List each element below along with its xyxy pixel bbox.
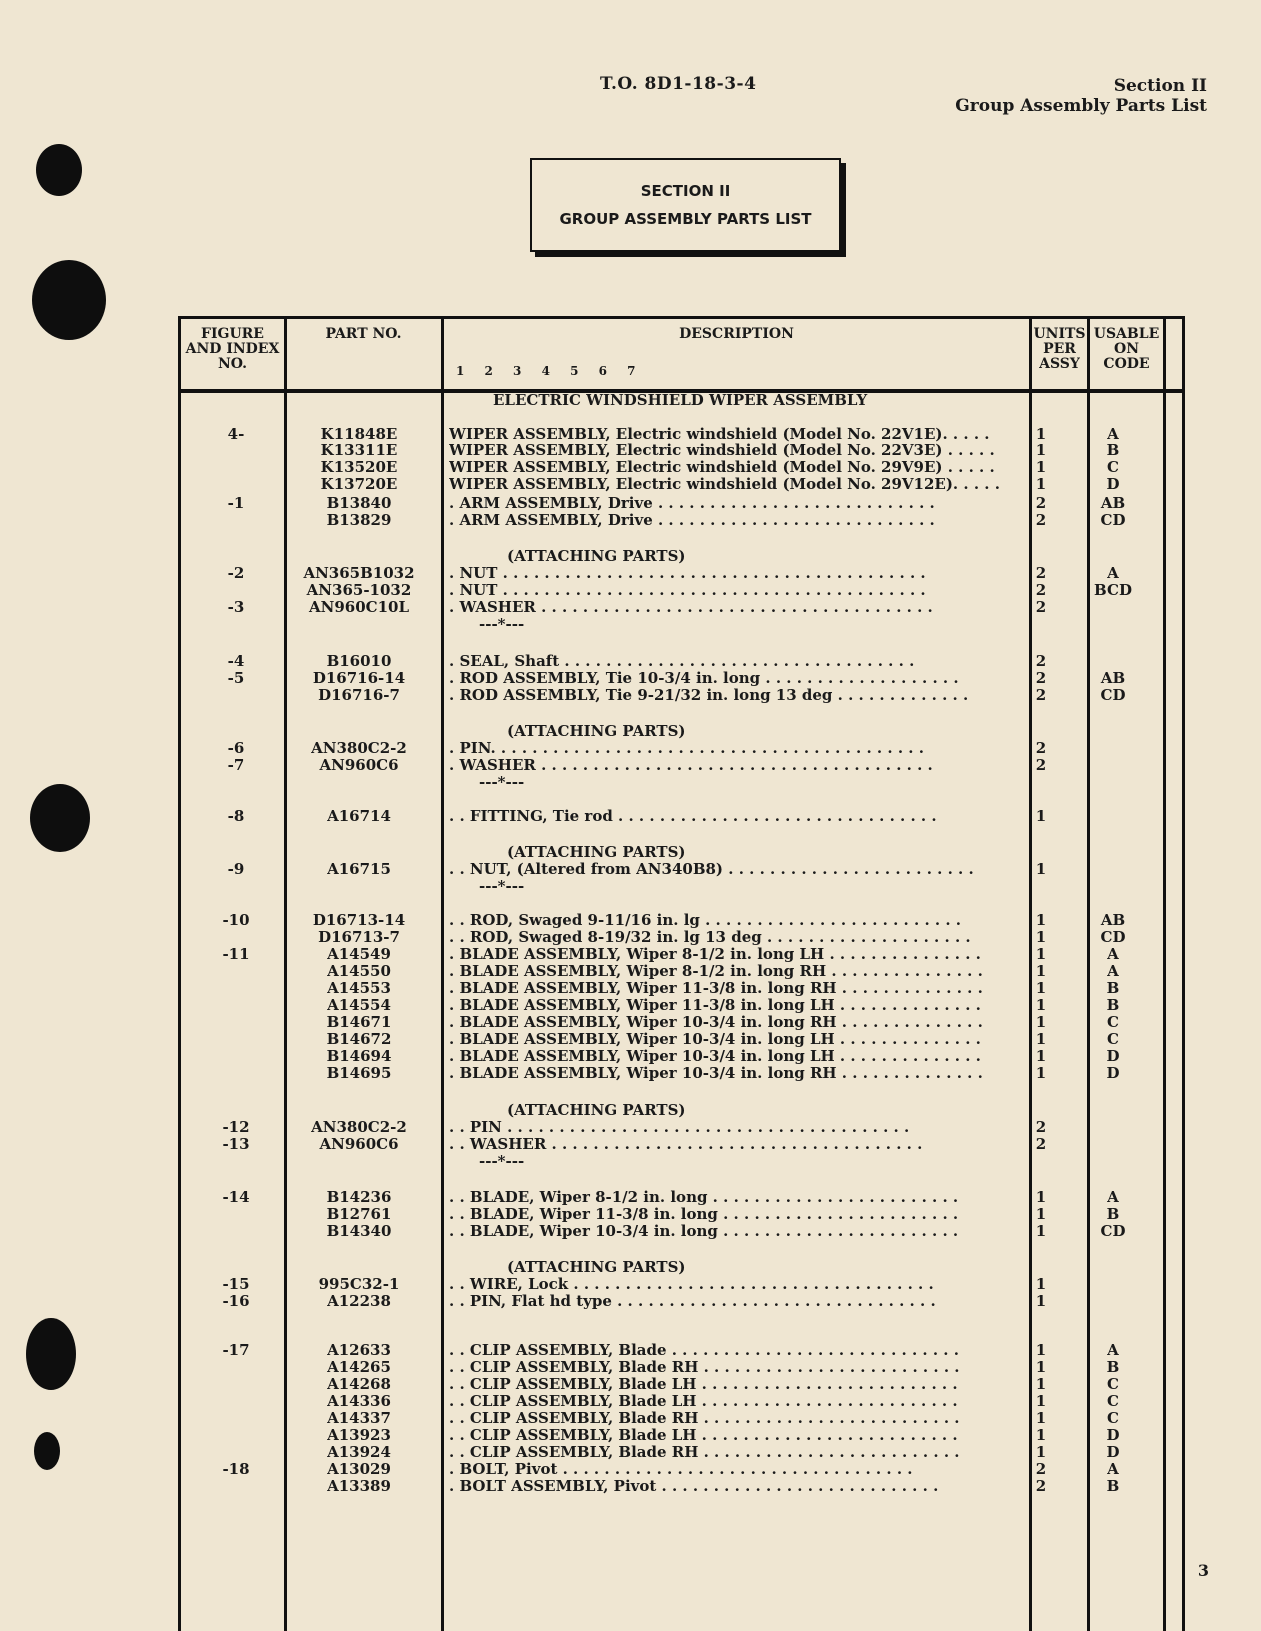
description-cell: . BLADE ASSEMBLY, Wiper 11-3/8 in. long LH . . . . . . . . . . . . . . — [449, 996, 981, 1014]
description-cell: . BOLT, Pivot . . . . . . . . . . . . . . . . . . . . . . . . . . . . . . . . . . — [449, 1460, 913, 1478]
table-row — [181, 1205, 1182, 1223]
description-cell: ---*--- — [479, 1152, 525, 1170]
description-cell: . . PIN, Flat hd type . . . . . . . . . . . . . . . . . . . . . . . . . . . . . . . — [449, 1292, 936, 1310]
page-number: 3 — [1197, 1561, 1209, 1580]
description-cell: ---*--- — [479, 615, 525, 633]
page-header-right — [955, 76, 1207, 116]
units-per-assy-cell: 2 — [1035, 598, 1047, 616]
parts-list-table — [178, 316, 1185, 1631]
table-row — [181, 615, 1182, 633]
description-cell: . ARM ASSEMBLY, Drive . . . . . . . . . . . . . . . . . . . . . . . . . . . — [449, 511, 935, 529]
description-cell: (ATTACHING PARTS) — [507, 1101, 686, 1119]
usable-on-code-cell: B — [1106, 1205, 1120, 1223]
units-per-assy-cell: 2 — [1035, 686, 1047, 704]
table-row — [181, 511, 1182, 529]
table-row — [181, 722, 1182, 740]
table-row — [181, 475, 1182, 493]
part-number-cell: B14340 — [326, 1222, 392, 1240]
header-part-no: PART NO. — [325, 326, 402, 342]
usable-on-code-cell: A — [1107, 1188, 1119, 1206]
part-number-cell: K13520E — [320, 458, 398, 476]
section-box-line1: SECTION II — [640, 182, 731, 200]
part-number-cell: B14671 — [326, 1013, 392, 1031]
table-row — [181, 1392, 1182, 1410]
usable-on-code-cell: AB — [1100, 911, 1126, 929]
part-number-cell: A12633 — [327, 1341, 391, 1359]
table-row — [181, 1101, 1182, 1119]
figure-index-cell: -10 — [222, 911, 250, 929]
usable-on-code-cell: B — [1106, 441, 1120, 459]
description-cell: . BLADE ASSEMBLY, Wiper 10-3/4 in. long RH . . . . . . . . . . . . . . — [449, 1064, 983, 1082]
usable-on-code-cell: C — [1107, 1409, 1119, 1427]
table-row — [181, 1064, 1182, 1082]
description-cell: ELECTRIC WINDSHIELD WIPER ASSEMBLY — [493, 391, 868, 409]
section-subtitle: Group Assembly Parts List — [955, 96, 1207, 116]
description-cell: (ATTACHING PARTS) — [507, 722, 686, 740]
part-number-cell: B14672 — [326, 1030, 392, 1048]
usable-on-code-cell: CD — [1100, 511, 1126, 529]
table-row — [181, 911, 1182, 929]
description-cell: . . PIN . . . . . . . . . . . . . . . . . . . . . . . . . . . . . . . . . . . . . . . — [449, 1118, 910, 1136]
units-per-assy-cell: 2 — [1035, 581, 1047, 599]
description-cell: . BLADE ASSEMBLY, Wiper 10-3/4 in. long RH . . . . . . . . . . . . . . — [449, 1013, 983, 1031]
description-cell: . BLADE ASSEMBLY, Wiper 11-3/8 in. long RH . . . . . . . . . . . . . . — [449, 979, 983, 997]
table-row — [181, 773, 1182, 791]
header-description: DESCRIPTION — [679, 326, 794, 342]
description-cell: ---*--- — [479, 773, 525, 791]
description-cell: ---*--- — [479, 877, 525, 895]
figure-index-cell: -16 — [222, 1292, 250, 1310]
binder-hole — [34, 1432, 60, 1470]
table-row — [181, 598, 1182, 616]
usable-on-code-cell: CD — [1100, 686, 1126, 704]
table-row — [181, 458, 1182, 476]
figure-index-cell: -4 — [227, 652, 245, 670]
part-number-cell: AN960C6 — [319, 756, 399, 774]
units-per-assy-cell: 1 — [1035, 1358, 1047, 1376]
description-cell: . . CLIP ASSEMBLY, Blade LH . . . . . . . . . . . . . . . . . . . . . . . . . — [449, 1392, 958, 1410]
usable-on-code-cell: BCD — [1094, 581, 1132, 599]
table-row — [181, 1443, 1182, 1461]
figure-index-cell: -18 — [222, 1460, 250, 1478]
table-row — [181, 1135, 1182, 1153]
description-cell: . . BLADE, Wiper 8-1/2 in. long . . . . . . . . . . . . . . . . . . . . . . . . — [449, 1188, 959, 1206]
description-cell: . ROD ASSEMBLY, Tie 10-3/4 in. long . . . . . . . . . . . . . . . . . . . — [449, 669, 959, 687]
table-row — [181, 391, 1182, 409]
table-row — [181, 1222, 1182, 1240]
part-number-cell: B14695 — [326, 1064, 392, 1082]
part-number-cell: K13720E — [320, 475, 398, 493]
usable-on-code-cell: B — [1106, 1477, 1120, 1495]
units-per-assy-cell: 2 — [1035, 756, 1047, 774]
description-cell: . . FITTING, Tie rod . . . . . . . . . . . . . . . . . . . . . . . . . . . . . . . — [449, 807, 937, 825]
part-number-cell: D16716-14 — [312, 669, 406, 687]
table-row — [181, 928, 1182, 946]
table-row — [181, 581, 1182, 599]
table-row — [181, 1375, 1182, 1393]
description-cell: (ATTACHING PARTS) — [507, 1258, 686, 1276]
figure-index-cell: -5 — [227, 669, 245, 687]
figure-index-cell: -14 — [222, 1188, 250, 1206]
table-row — [181, 1258, 1182, 1276]
description-cell: . BLADE ASSEMBLY, Wiper 10-3/4 in. long LH . . . . . . . . . . . . . . — [449, 1030, 981, 1048]
units-per-assy-cell: 1 — [1035, 1030, 1047, 1048]
part-number-cell: A14265 — [327, 1358, 391, 1376]
table-row — [181, 756, 1182, 774]
part-number-cell: D16716-7 — [318, 686, 400, 704]
table-row — [181, 494, 1182, 512]
units-per-assy-cell: 1 — [1035, 1375, 1047, 1393]
description-cell: . WASHER . . . . . . . . . . . . . . . . . . . . . . . . . . . . . . . . . . . . . . — [449, 756, 933, 774]
table-row — [181, 1358, 1182, 1376]
figure-index-cell: -17 — [222, 1341, 250, 1359]
usable-on-code-cell: A — [1107, 962, 1119, 980]
table-row — [181, 1275, 1182, 1293]
description-cell: WIPER ASSEMBLY, Electric windshield (Model No. 22V1E). . . . . — [449, 425, 990, 443]
description-cell: . WASHER . . . . . . . . . . . . . . . . . . . . . . . . . . . . . . . . . . . . . . — [449, 598, 933, 616]
units-per-assy-cell: 1 — [1035, 1341, 1047, 1359]
usable-on-code-cell: B — [1106, 979, 1120, 997]
description-cell: . . CLIP ASSEMBLY, Blade RH . . . . . . . . . . . . . . . . . . . . . . . . . — [449, 1443, 960, 1461]
units-per-assy-cell: 1 — [1035, 945, 1047, 963]
table-row — [181, 962, 1182, 980]
usable-on-code-cell: D — [1106, 1064, 1120, 1082]
description-cell: . BLADE ASSEMBLY, Wiper 8-1/2 in. long LH . . . . . . . . . . . . . . . — [449, 945, 981, 963]
table-row — [181, 843, 1182, 861]
usable-on-code-cell: D — [1106, 1443, 1120, 1461]
table-row — [181, 1030, 1182, 1048]
part-number-cell: A16715 — [327, 860, 391, 878]
part-number-cell: AN960C6 — [319, 1135, 399, 1153]
units-per-assy-cell: 2 — [1035, 494, 1047, 512]
description-cell: . . CLIP ASSEMBLY, Blade RH . . . . . . . . . . . . . . . . . . . . . . . . . — [449, 1409, 960, 1427]
table-row — [181, 1152, 1182, 1170]
table-row — [181, 652, 1182, 670]
units-per-assy-cell: 2 — [1035, 1118, 1047, 1136]
figure-index-cell: -12 — [222, 1118, 250, 1136]
table-row — [181, 1341, 1182, 1359]
table-row — [181, 979, 1182, 997]
usable-on-code-cell: C — [1107, 1030, 1119, 1048]
usable-on-code-cell: A — [1107, 1460, 1119, 1478]
part-number-cell: AN960C10L — [308, 598, 410, 616]
units-per-assy-cell: 1 — [1035, 1443, 1047, 1461]
description-cell: . . WASHER . . . . . . . . . . . . . . . . . . . . . . . . . . . . . . . . . . . . — [449, 1135, 923, 1153]
units-per-assy-cell: 1 — [1035, 1392, 1047, 1410]
part-number-cell: AN380C2-2 — [311, 739, 407, 757]
units-per-assy-cell: 1 — [1035, 1292, 1047, 1310]
table-row — [181, 1188, 1182, 1206]
units-per-assy-cell: 1 — [1035, 996, 1047, 1014]
header-units-per-assy: UNITS PER ASSY — [1033, 326, 1086, 372]
units-per-assy-cell: 2 — [1035, 669, 1047, 687]
usable-on-code-cell: C — [1107, 458, 1119, 476]
description-cell: . . WIRE, Lock . . . . . . . . . . . . . . . . . . . . . . . . . . . . . . . . . . . — [449, 1275, 934, 1293]
part-number-cell: B16010 — [326, 652, 392, 670]
table-row — [181, 739, 1182, 757]
table-row — [181, 1013, 1182, 1031]
units-per-assy-cell: 1 — [1035, 962, 1047, 980]
description-cell: . NUT . . . . . . . . . . . . . . . . . . . . . . . . . . . . . . . . . . . . . . . . . — [449, 564, 926, 582]
description-cell: . BLADE ASSEMBLY, Wiper 10-3/4 in. long LH . . . . . . . . . . . . . . — [449, 1047, 981, 1065]
units-per-assy-cell: 1 — [1035, 1275, 1047, 1293]
units-per-assy-cell: 1 — [1035, 475, 1047, 493]
units-per-assy-cell: 1 — [1035, 860, 1047, 878]
figure-index-cell: -15 — [222, 1275, 250, 1293]
units-per-assy-cell: 1 — [1035, 425, 1047, 443]
usable-on-code-cell: C — [1107, 1013, 1119, 1031]
description-cell: . . BLADE, Wiper 11-3/8 in. long . . . . . . . . . . . . . . . . . . . . . . . — [449, 1205, 959, 1223]
units-per-assy-cell: 2 — [1035, 1460, 1047, 1478]
part-number-cell: A14337 — [327, 1409, 391, 1427]
units-per-assy-cell: 1 — [1035, 1222, 1047, 1240]
usable-on-code-cell: CD — [1100, 928, 1126, 946]
description-cell: (ATTACHING PARTS) — [507, 843, 686, 861]
table-row — [181, 1292, 1182, 1310]
table-row — [181, 441, 1182, 459]
part-number-cell: D16713-7 — [318, 928, 400, 946]
header-usable-on-code: USABLE ON CODE — [1093, 326, 1160, 372]
table-row — [181, 1047, 1182, 1065]
units-per-assy-cell: 1 — [1035, 441, 1047, 459]
part-number-cell: 995C32-1 — [318, 1275, 400, 1293]
binder-hole — [32, 260, 106, 340]
table-row — [181, 877, 1182, 895]
part-number-cell: K11848E — [320, 425, 398, 443]
usable-on-code-cell: AB — [1100, 494, 1126, 512]
usable-on-code-cell: B — [1106, 996, 1120, 1014]
usable-on-code-cell: C — [1107, 1392, 1119, 1410]
units-per-assy-cell: 2 — [1035, 652, 1047, 670]
usable-on-code-cell: A — [1107, 945, 1119, 963]
table-row — [181, 1426, 1182, 1444]
part-number-cell: B14694 — [326, 1047, 392, 1065]
part-number-cell: B14236 — [326, 1188, 392, 1206]
part-number-cell: A14549 — [327, 945, 391, 963]
table-row — [181, 1118, 1182, 1136]
description-cell: . BOLT ASSEMBLY, Pivot . . . . . . . . . . . . . . . . . . . . . . . . . . . — [449, 1477, 939, 1495]
description-cell: . NUT . . . . . . . . . . . . . . . . . . . . . . . . . . . . . . . . . . . . . . . . . — [449, 581, 926, 599]
description-cell: . . CLIP ASSEMBLY, Blade LH . . . . . . . . . . . . . . . . . . . . . . . . . — [449, 1426, 958, 1444]
binder-hole — [30, 784, 90, 852]
description-cell: . SEAL, Shaft . . . . . . . . . . . . . . . . . . . . . . . . . . . . . . . . . . — [449, 652, 915, 670]
table-row — [181, 564, 1182, 582]
description-cell: (ATTACHING PARTS) — [507, 547, 686, 565]
table-row — [181, 1460, 1182, 1478]
table-row — [181, 686, 1182, 704]
usable-on-code-cell: C — [1107, 1375, 1119, 1393]
part-number-cell: A16714 — [327, 807, 391, 825]
units-per-assy-cell: 2 — [1035, 1135, 1047, 1153]
usable-on-code-cell: CD — [1100, 1222, 1126, 1240]
table-row — [181, 860, 1182, 878]
section-label: Section II — [1113, 76, 1207, 96]
part-number-cell: A14553 — [327, 979, 391, 997]
description-cell: WIPER ASSEMBLY, Electric windshield (Model No. 29V9E) . . . . . — [449, 458, 995, 476]
table-row — [181, 1477, 1182, 1495]
figure-index-cell: -11 — [222, 945, 250, 963]
description-cell: . BLADE ASSEMBLY, Wiper 8-1/2 in. long RH . . . . . . . . . . . . . . . — [449, 962, 983, 980]
units-per-assy-cell: 1 — [1035, 1205, 1047, 1223]
units-per-assy-cell: 1 — [1035, 458, 1047, 476]
figure-index-cell: -9 — [227, 860, 245, 878]
figure-index-cell: -7 — [227, 756, 245, 774]
indent-level-digits: 1 2 3 4 5 6 7 — [456, 364, 644, 378]
figure-index-cell: -6 — [227, 739, 245, 757]
description-cell: . . CLIP ASSEMBLY, Blade RH . . . . . . . . . . . . . . . . . . . . . . . . . — [449, 1358, 960, 1376]
units-per-assy-cell: 1 — [1035, 928, 1047, 946]
part-number-cell: A13924 — [327, 1443, 391, 1461]
binder-hole — [36, 144, 82, 196]
description-cell: . ARM ASSEMBLY, Drive . . . . . . . . . . . . . . . . . . . . . . . . . . . — [449, 494, 935, 512]
usable-on-code-cell: A — [1107, 1341, 1119, 1359]
units-per-assy-cell: 1 — [1035, 1013, 1047, 1031]
part-number-cell: K13311E — [320, 441, 398, 459]
units-per-assy-cell: 2 — [1035, 511, 1047, 529]
usable-on-code-cell: B — [1106, 1358, 1120, 1376]
table-row — [181, 1409, 1182, 1427]
description-cell: . . ROD, Swaged 9-11/16 in. lg . . . . . . . . . . . . . . . . . . . . . . . . . — [449, 911, 961, 929]
usable-on-code-cell: A — [1107, 425, 1119, 443]
units-per-assy-cell: 2 — [1035, 564, 1047, 582]
description-cell: . . BLADE, Wiper 10-3/4 in. long . . . . . . . . . . . . . . . . . . . . . . . — [449, 1222, 959, 1240]
usable-on-code-cell: D — [1106, 475, 1120, 493]
units-per-assy-cell: 1 — [1035, 1064, 1047, 1082]
part-number-cell: A14550 — [327, 962, 391, 980]
table-row — [181, 547, 1182, 565]
description-cell: . ROD ASSEMBLY, Tie 9-21/32 in. long 13 deg . . . . . . . . . . . . . — [449, 686, 969, 704]
part-number-cell: AN380C2-2 — [311, 1118, 407, 1136]
binder-hole — [26, 1318, 76, 1390]
usable-on-code-cell: D — [1106, 1047, 1120, 1065]
units-per-assy-cell: 1 — [1035, 911, 1047, 929]
figure-index-cell: -13 — [222, 1135, 250, 1153]
figure-index-cell: -2 — [227, 564, 245, 582]
section-title-box — [530, 158, 841, 252]
units-per-assy-cell: 1 — [1035, 979, 1047, 997]
part-number-cell: A14554 — [327, 996, 391, 1014]
part-number-cell: D16713-14 — [312, 911, 406, 929]
description-cell: WIPER ASSEMBLY, Electric windshield (Model No. 22V3E) . . . . . — [449, 441, 995, 459]
part-number-cell: B12761 — [326, 1205, 392, 1223]
units-per-assy-cell: 2 — [1035, 739, 1047, 757]
units-per-assy-cell: 1 — [1035, 1047, 1047, 1065]
part-number-cell: AN365B1032 — [303, 564, 415, 582]
part-number-cell: B13840 — [326, 494, 392, 512]
units-per-assy-cell: 1 — [1035, 807, 1047, 825]
description-cell: WIPER ASSEMBLY, Electric windshield (Model No. 29V12E). . . . . — [449, 475, 1000, 493]
part-number-cell: B13829 — [326, 511, 392, 529]
section-box-line2: GROUP ASSEMBLY PARTS LIST — [559, 210, 812, 228]
part-number-cell: A13029 — [327, 1460, 391, 1478]
part-number-cell: A13389 — [327, 1477, 391, 1495]
table-row — [181, 807, 1182, 825]
part-number-cell: A14336 — [327, 1392, 391, 1410]
usable-on-code-cell: D — [1106, 1426, 1120, 1444]
figure-index-cell: 4- — [227, 425, 245, 443]
table-row — [181, 945, 1182, 963]
description-cell: . . CLIP ASSEMBLY, Blade LH . . . . . . . . . . . . . . . . . . . . . . . . . — [449, 1375, 958, 1393]
table-row — [181, 996, 1182, 1014]
figure-index-cell: -3 — [227, 598, 245, 616]
figure-index-cell: -1 — [227, 494, 245, 512]
units-per-assy-cell: 1 — [1035, 1409, 1047, 1427]
header-figure-index: FIGURE AND INDEX NO. — [185, 326, 280, 372]
description-cell: . . CLIP ASSEMBLY, Blade . . . . . . . . . . . . . . . . . . . . . . . . . . . . — [449, 1341, 959, 1359]
description-cell: . . ROD, Swaged 8-19/32 in. lg 13 deg . . . . . . . . . . . . . . . . . . . . — [449, 928, 971, 946]
table-row — [181, 669, 1182, 687]
units-per-assy-cell: 2 — [1035, 1477, 1047, 1495]
usable-on-code-cell: AB — [1100, 669, 1126, 687]
figure-index-cell: -8 — [227, 807, 245, 825]
part-number-cell: A12238 — [327, 1292, 391, 1310]
part-number-cell: AN365-1032 — [306, 581, 412, 599]
part-number-cell: A13923 — [327, 1426, 391, 1444]
description-cell: . PIN. . . . . . . . . . . . . . . . . . . . . . . . . . . . . . . . . . . . . . . . . . — [449, 739, 924, 757]
units-per-assy-cell: 1 — [1035, 1426, 1047, 1444]
description-cell: . . NUT, (Altered from AN340B8) . . . . . . . . . . . . . . . . . . . . . . . . — [449, 860, 974, 878]
technical-order-number: T.O. 8D1-18-3-4 — [600, 74, 757, 94]
part-number-cell: A14268 — [327, 1375, 391, 1393]
usable-on-code-cell: A — [1107, 564, 1119, 582]
units-per-assy-cell: 1 — [1035, 1188, 1047, 1206]
